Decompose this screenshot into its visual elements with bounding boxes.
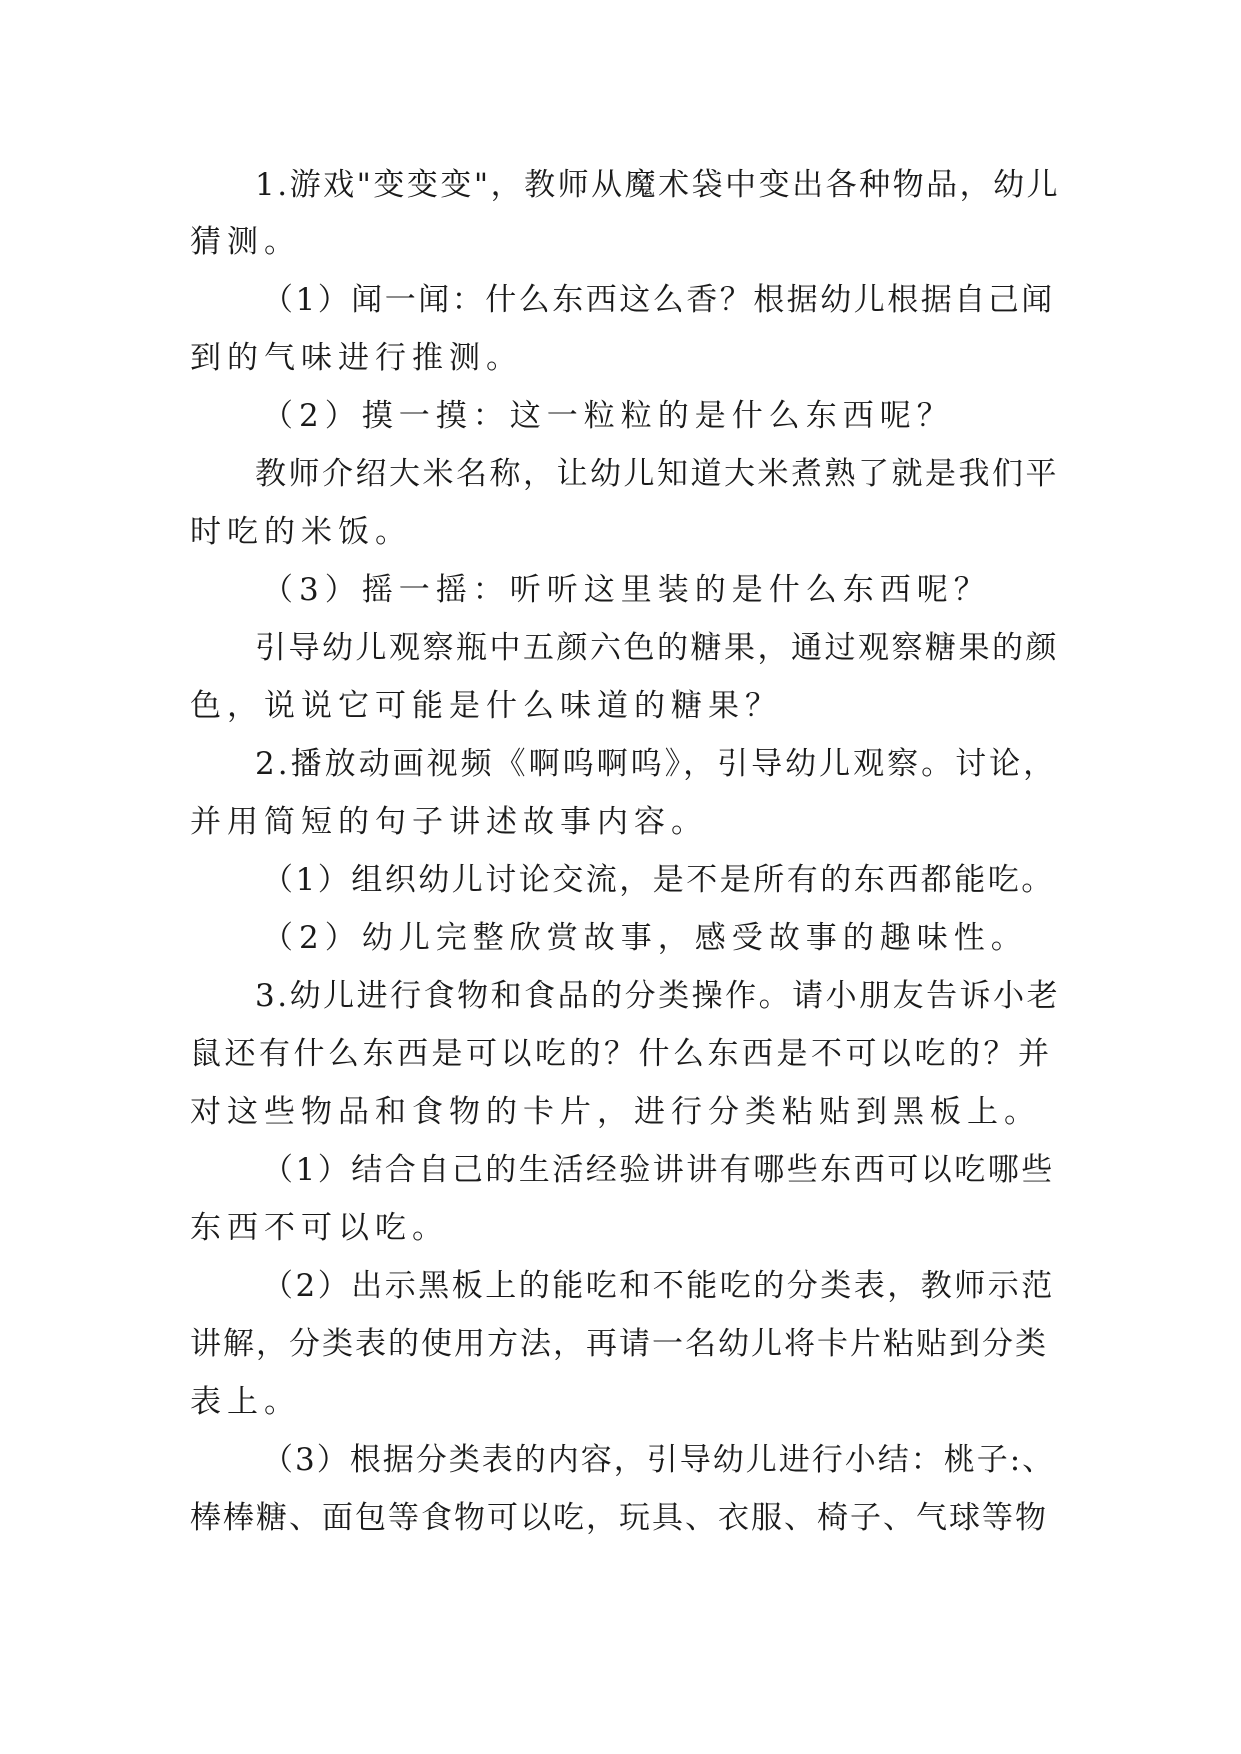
paragraph-line: 到的气味进行推测。 [190, 340, 523, 376]
paragraph-line: （2）出示黑板上的能吃和不能吃的分类表，教师示范 [262, 1268, 1055, 1304]
paragraph-line: 时吃的米饭。 [190, 514, 412, 550]
paragraph-line: 东西不可以吃。 [190, 1210, 449, 1246]
paragraph-line: （2）幼儿完整欣赏故事，感受故事的趣味性。 [262, 920, 1028, 956]
paragraph-line: 对这些物品和食物的卡片，进行分类粘贴到黑板上。 [190, 1094, 1041, 1130]
paragraph-line: 2.播放动画视频《啊呜啊呜》，引导幼儿观察。讨论， [255, 746, 1058, 782]
paragraph-line: 棒棒糖、面包等食物可以吃，玩具、衣服、椅子、气球等物 [190, 1500, 1048, 1536]
paragraph-line: （1）闻一闻：什么东西这么香？根据幼儿根据自己闻 [262, 282, 1055, 318]
paragraph-line: （3）摇一摇：听听这里装的是什么东西呢？ [262, 572, 991, 608]
paragraph-line: 讲解，分类表的使用方法，再请一名幼儿将卡片粘贴到分类 [190, 1326, 1048, 1362]
paragraph-line: （3）根据分类表的内容，引导幼儿进行小结：桃子:、 [262, 1442, 1056, 1478]
paragraph-line: （2）摸一摸：这一粒粒的是什么东西呢？ [262, 398, 954, 434]
paragraph-line: 色，说说它可能是什么味道的糖果？ [190, 688, 782, 724]
paragraph-line: 表上。 [190, 1384, 301, 1420]
paragraph-line: 1.游戏"变变变"，教师从魔术袋中变出各种物品，幼儿 [255, 167, 1061, 203]
paragraph-line: 鼠还有什么东西是可以吃的？什么东西是不可以吃的？并 [190, 1036, 1053, 1072]
paragraph-line: 3.幼儿进行食物和食品的分类操作。请小朋友告诉小老 [255, 978, 1061, 1014]
paragraph-line: （1）组织幼儿讨论交流，是不是所有的东西都能吃。 [262, 862, 1055, 898]
paragraph-line: 教师介绍大米名称，让幼儿知道大米煮熟了就是我们平 [255, 456, 1059, 492]
paragraph-line: 引导幼儿观察瓶中五颜六色的糖果，通过观察糖果的颜 [255, 630, 1059, 666]
paragraph-line: 并用简短的句子讲述故事内容。 [190, 804, 708, 840]
paragraph-line: （1）结合自己的生活经验讲讲有哪些东西可以吃哪些 [262, 1152, 1055, 1188]
paragraph-line: 猜测。 [190, 224, 301, 260]
